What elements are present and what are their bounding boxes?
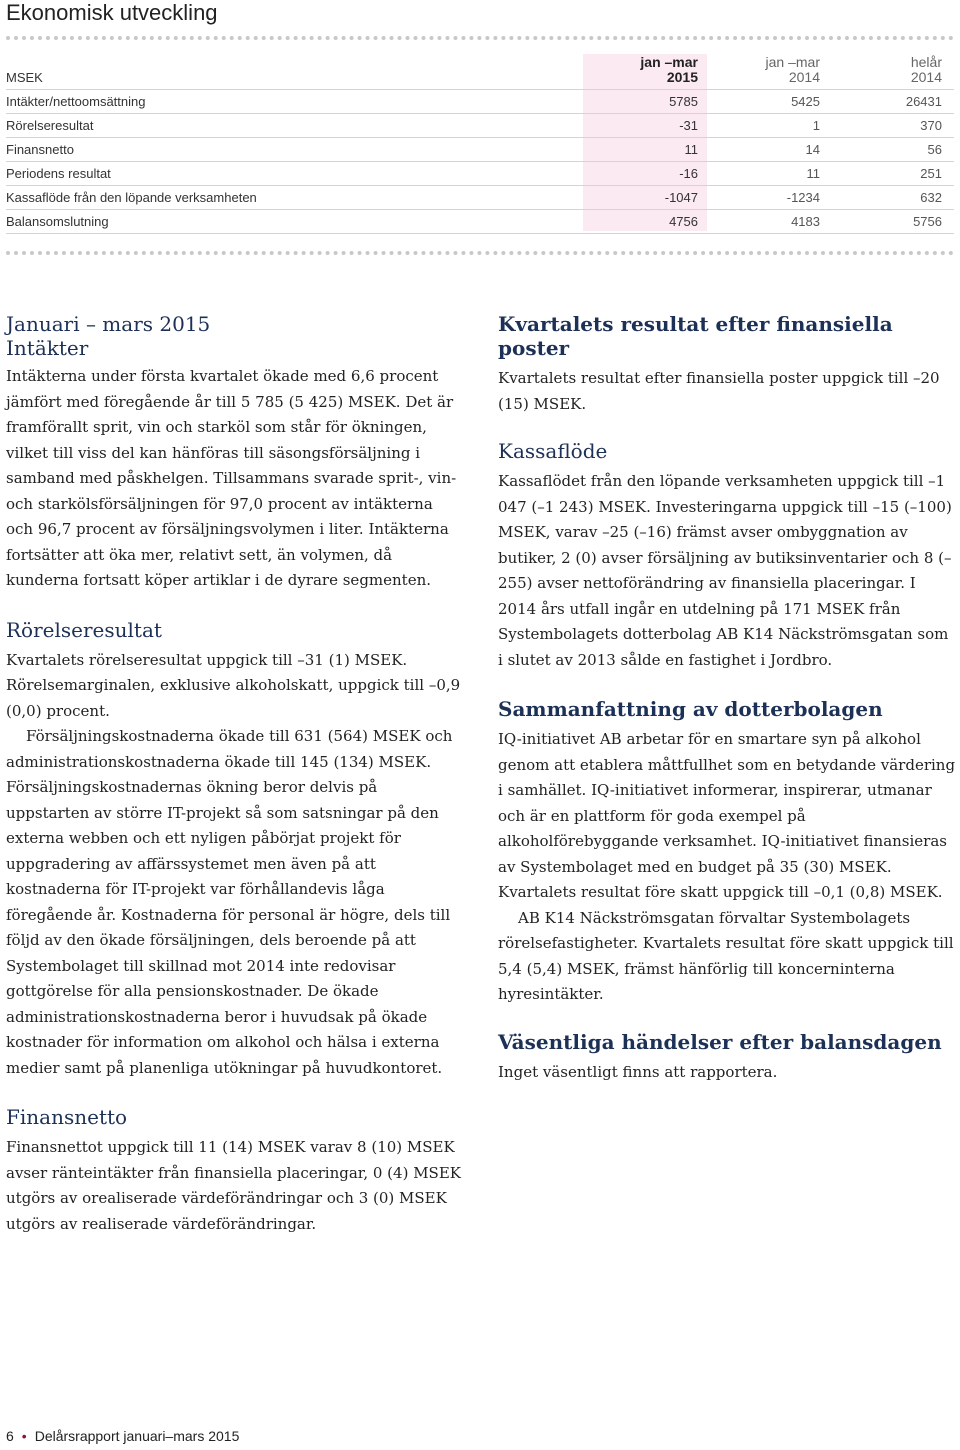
table-row [6, 138, 954, 162]
rorelse-paragraph-1: Kvartalets rörelseresultat uppgick till –31 (1) MSEK. Rörelsemarginalen, exklusive alkoholskatt, uppgick till –0,9 (0,0) procent. [6, 650, 461, 720]
left-column [6, 312, 464, 1237]
cell-value: -1047 [664, 190, 698, 205]
cell-value: -1234 [786, 190, 820, 205]
column-header-line2: 2014 [788, 69, 820, 85]
column-header-line1: helår [910, 54, 942, 70]
cell-value: -16 [679, 166, 698, 181]
kassa-heading: Kassaflöde [498, 439, 608, 463]
row-label: Finansnetto [6, 142, 74, 157]
kassa-paragraph: Kassaflödet från den löpande verksamheten uppgick till –1 047 (–1 243) MSEK. Investeringarna uppgick till –15 (–100) MSEK, varav –25 (–16) främst avser ombyggnation av butiker, 2 (0) avser försäljning av butiksinventarier och 8 (–255) avser nettoförändring av finansiella placeringar. I 2014 års utfall ingår en utdelning på 171 MSEK från Systembolagets dotterbolag AB K14 Näckströmsgatan som i slutet av 2013 sålde en fastighet i Jordbro. [498, 472, 952, 669]
right-column [498, 312, 956, 1085]
rorelse-paragraph-2: Försäljningskostnaderna ökade till 631 (564) MSEK och administrationskostnaderna ökade till 145 (134) MSEK. Försäljningskostnadernas ökning beror delvis på uppstarten av större IT-projekt så som satsningar på den externa webben och ett nyligen påbörjat projekt för uppgradering av affärssystemet men även på att kostnaderna för IT-projekt var förhållandevis låga föregående år. Kostnaderna för personal är högre, dels till följd av den ökade försäljningen, dels beroende på att Systembolaget till skillnad mot 2014 inte redovisar gottgörelse för alla pensionskostnader. De ökade administrationskostnaderna beror i huvudsak på ökade kostnader för information om alkohol och hälsa i externa medier samt på planenliga utökningar på huvudkontoret. [6, 727, 453, 1077]
page-title: Ekonomisk utveckling [6, 0, 218, 25]
table-row [6, 186, 954, 210]
row-label: Periodens resultat [6, 166, 111, 181]
kvartal-paragraph: Kvartalets resultat efter finansiella poster uppgick till –20 (15) MSEK. [498, 369, 940, 413]
cell-value: 370 [920, 118, 942, 133]
samman-heading: Sammanfattning av dotterbolagen [498, 697, 883, 721]
cell-value: 5785 [669, 94, 698, 109]
cell-value: 632 [920, 190, 942, 205]
table-row [6, 162, 954, 186]
cell-value: 14 [805, 142, 820, 157]
cell-value: 56 [927, 142, 942, 157]
page-number: 6 [6, 1428, 14, 1444]
row-label: Kassaflöde från den löpande verksamheten [6, 190, 257, 205]
intakter-paragraph: Intäkterna under första kvartalet ökade med 6,6 procent jämfört med föregående år till 5 785 (5 425) MSEK. Det är framförallt sprit, vin och starköl som står för ökningen, vilket till viss del kan hänföras till säsongsförsäljning i samband med påskhelgen. Tillsammans svarade sprit-, vin- och starkölsförsäljningen för 97,0 procent av intäkterna och 96,7 procent av försäljningsvolymen i liter. Intäkterna fortsätter att öka mer, relativt sett, än volymen, då kunderna fortsatt köper artiklar i de dyrare segmenten. [6, 367, 457, 589]
financial-table [6, 54, 954, 234]
cell-value: 1 [812, 118, 820, 133]
intakter-heading: Intäkter [6, 336, 89, 360]
column-header-line2: 2015 [666, 69, 698, 85]
row-label: Balansomslutning [6, 214, 109, 229]
table-row [6, 114, 954, 138]
vasent-paragraph: Inget väsentligt finns att rapportera. [498, 1062, 778, 1081]
row-label: Rörelseresultat [6, 118, 94, 133]
column-header-q1-2014 [766, 55, 820, 85]
column-header-line2: 2014 [910, 69, 942, 85]
row-label: Intäkter/nettoomsättning [6, 94, 146, 109]
cell-value: 11 [806, 166, 820, 181]
rorelse-heading: Rörelseresultat [6, 617, 162, 642]
footer-title: Delårsrapport januari–mars 2015 [34, 1428, 240, 1444]
page-footer [6, 1428, 239, 1444]
period-heading: Januari – mars 2015 [6, 312, 211, 336]
vasent-heading: Väsentliga händelser efter balansdagen [498, 1029, 942, 1054]
bullet-icon: • [21, 1428, 27, 1444]
column-header-fullyear-2014 [911, 55, 942, 85]
table-row [6, 210, 954, 234]
cell-value: 5425 [791, 94, 820, 109]
kvartal-heading: Kvartalets resultat efter finansiella poster [498, 312, 893, 360]
finans-paragraph: Finansnettot uppgick till 11 (14) MSEK varav 8 (10) MSEK avser ränteintäkter från finansiella placeringar, 0 (4) MSEK utgörs av orealiserade värdeförändringar och 3 (0) MSEK utgörs av realiserade värdeförändringar. [6, 1138, 461, 1233]
cell-value: 11 [684, 142, 698, 157]
dotted-divider [6, 251, 954, 255]
cell-value: 4183 [791, 214, 820, 229]
table-row [6, 90, 954, 114]
samman-paragraph-1: IQ-initiativet AB arbetar för en smartare syn på alkohol genom att etablera måttfullhet som en betydande värdering i samhället. IQ-initiativet informerar, inspirerar, utmanar och är en plattform för goda exempel på alkoholförebyggande verksamhet. IQ-initiativet finansieras av Systembolaget med en budget på 35 (30) MSEK. Kvartalets resultat före skatt uppgick till –0,1 (0,8) MSEK. [498, 730, 956, 901]
samman-paragraph-2: AB K14 Näckströmsgatan förvaltar Systembolagets rörelsefastigheter. Kvartalets resultat före skatt uppgick till 5,4 (5,4) MSEK, främst hänförlig till koncerninterna hyresintäkter. [498, 908, 954, 1003]
cell-value: -31 [679, 118, 698, 133]
cell-value: 4756 [669, 214, 698, 229]
table-header-row [6, 54, 954, 90]
dotted-divider [6, 36, 954, 40]
column-header-line1: jan –mar [640, 54, 698, 70]
column-header-line1: jan –mar [765, 54, 820, 70]
cell-value: 5756 [913, 214, 942, 229]
cell-value: 26431 [905, 94, 942, 109]
column-header-q1-2015 [640, 55, 698, 85]
cell-value: 251 [920, 166, 942, 181]
finans-heading: Finansnetto [6, 1105, 128, 1129]
unit-label: MSEK [6, 70, 43, 85]
